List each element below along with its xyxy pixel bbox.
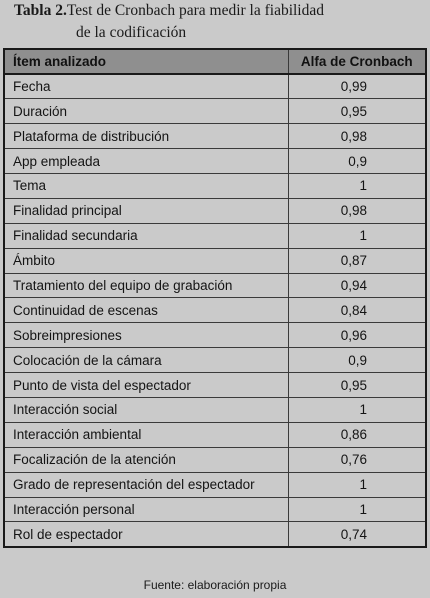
item-cell: Tratamiento del equipo de grabación — [4, 273, 288, 298]
alpha-value-cell: 1 — [288, 397, 426, 422]
column-header-item: Ítem analizado — [4, 49, 288, 74]
table-row — [4, 74, 426, 99]
table-row — [4, 323, 426, 348]
item-cell: Duración — [4, 99, 288, 124]
item-cell: Fecha — [4, 74, 288, 99]
item-cell: Finalidad principal — [4, 198, 288, 223]
item-cell: Continuidad de escenas — [4, 298, 288, 323]
table-header-row — [4, 49, 426, 74]
alpha-value-cell: 0,98 — [288, 124, 426, 149]
item-cell: Tema — [4, 173, 288, 198]
item-cell: Ámbito — [4, 248, 288, 273]
cronbach-table — [3, 48, 427, 548]
caption-title-line1: Test de Cronbach para medir la fiabilidad — [66, 2, 324, 19]
column-header-alpha: Alfa de Cronbach — [288, 49, 426, 74]
table-row — [4, 273, 426, 298]
table-row — [4, 522, 426, 547]
alpha-value-cell: 0,95 — [288, 99, 426, 124]
table-row — [4, 248, 426, 273]
item-cell: Interacción social — [4, 397, 288, 422]
item-cell: Colocación de la cámara — [4, 348, 288, 373]
table-row — [4, 472, 426, 497]
item-cell: Rol de espectador — [4, 522, 288, 547]
item-cell: Sobreimpresiones — [4, 323, 288, 348]
alpha-value-cell: 1 — [288, 472, 426, 497]
table-row — [4, 422, 426, 447]
alpha-value-cell: 0,94 — [288, 273, 426, 298]
table-row — [4, 124, 426, 149]
alpha-value-cell: 0,98 — [288, 198, 426, 223]
item-cell: Interacción ambiental — [4, 422, 288, 447]
table-row — [4, 298, 426, 323]
table-row — [4, 223, 426, 248]
table-row — [4, 99, 426, 124]
alpha-value-cell: 1 — [288, 223, 426, 248]
source-note: Fuente: elaboración propia — [143, 578, 287, 592]
alpha-value-cell: 0,87 — [288, 248, 426, 273]
table-row — [4, 348, 426, 373]
alpha-value-cell: 0,76 — [288, 447, 426, 472]
table-row — [4, 198, 426, 223]
table-row — [4, 373, 426, 398]
alpha-value-cell: 0,96 — [288, 323, 426, 348]
item-cell: Interacción personal — [4, 497, 288, 522]
table-caption — [14, 0, 424, 44]
item-cell: Focalización de la atención — [4, 447, 288, 472]
table-row — [4, 173, 426, 198]
alpha-value-cell: 0,84 — [288, 298, 426, 323]
item-cell: Grado de representación del espectador — [4, 472, 288, 497]
table-row — [4, 397, 426, 422]
table-row — [4, 447, 426, 472]
caption-label: Tabla 2. — [14, 2, 67, 19]
alpha-value-cell: 0,95 — [288, 373, 426, 398]
item-cell: Punto de vista del espectador — [4, 373, 288, 398]
alpha-value-cell: 0,9 — [288, 149, 426, 174]
item-cell: App empleada — [4, 149, 288, 174]
item-cell: Finalidad secundaria — [4, 223, 288, 248]
table-row — [4, 497, 426, 522]
alpha-value-cell: 0,74 — [288, 522, 426, 547]
alpha-value-cell: 1 — [288, 497, 426, 522]
caption-title-line2: de la codificación — [76, 24, 187, 41]
alpha-value-cell: 0,86 — [288, 422, 426, 447]
alpha-value-cell: 0,99 — [288, 74, 426, 99]
alpha-value-cell: 1 — [288, 173, 426, 198]
alpha-value-cell: 0,9 — [288, 348, 426, 373]
table-body — [4, 74, 426, 547]
item-cell: Plataforma de distribución — [4, 124, 288, 149]
table-row — [4, 149, 426, 174]
